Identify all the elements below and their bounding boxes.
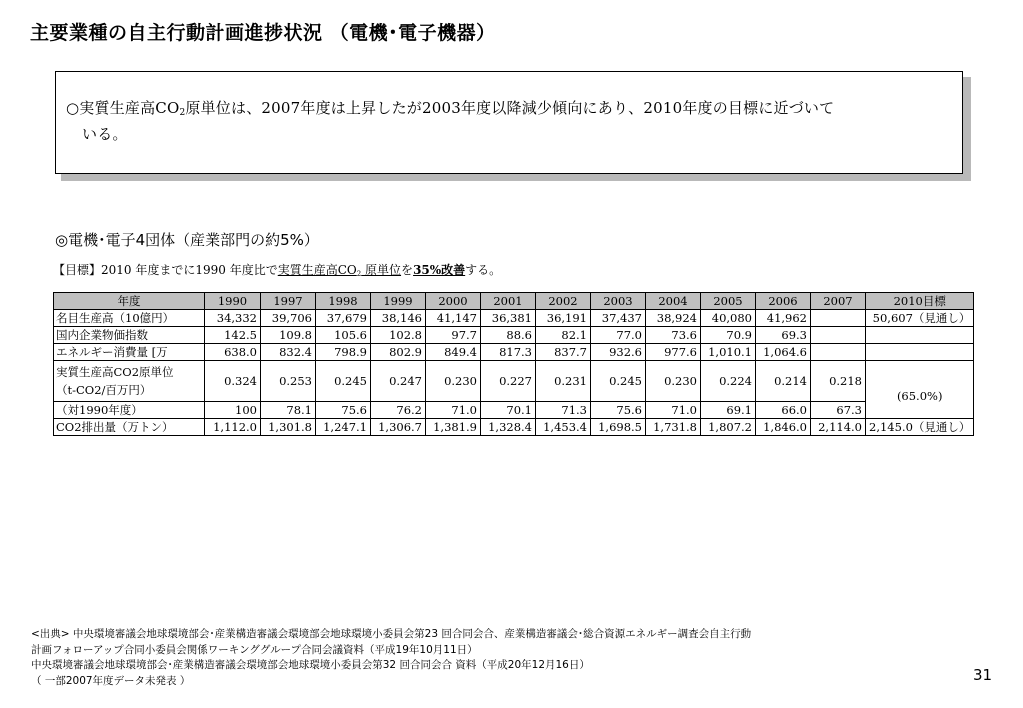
table-row (54, 310, 974, 327)
summary-box (55, 71, 963, 174)
header-cell: 2002 (536, 293, 591, 310)
table-cell: 75.6 (591, 402, 646, 419)
table-row (54, 402, 974, 419)
target-prefix: 【目標】2010 年度までに1990 年度比で (53, 263, 278, 277)
table-cell: 38,146 (371, 310, 426, 327)
table-cell: 39,706 (261, 310, 316, 327)
row-label: エネルギー消費量 [万 (54, 344, 205, 361)
table-cell: 100 (205, 402, 261, 419)
table-cell: 849.4 (426, 344, 481, 361)
summary-subscript: 2 (179, 108, 186, 118)
table-cell: 977.6 (646, 344, 701, 361)
source-line: 計画フォローアップ合同小委員会関係ワーキンググループ合同会議資料（平成19年10月11日） (31, 643, 478, 656)
table-cell: 0.227 (481, 361, 536, 402)
table-cell: 0.253 (261, 361, 316, 402)
header-cell: 2000 (426, 293, 481, 310)
header-cell: 2006 (756, 293, 811, 310)
target-cell: (65.0%) (866, 361, 974, 419)
table-cell: 1,328.4 (481, 419, 536, 436)
summary-text-line2: いる。 (82, 125, 128, 143)
row-label-line2: （t-CO2/百万円） (56, 383, 152, 397)
target-statement (53, 261, 501, 278)
table-cell: 1,301.8 (261, 419, 316, 436)
table-cell: 102.8 (371, 327, 426, 344)
table-cell: 0.231 (536, 361, 591, 402)
source-note (31, 627, 751, 689)
source-line: （ 一部2007年度データ未発表 ） (31, 674, 191, 687)
table-cell: 1,247.1 (316, 419, 371, 436)
table-cell: 78.1 (261, 402, 316, 419)
table-cell: 1,698.5 (591, 419, 646, 436)
target-improvement: 35%改善 (413, 263, 466, 277)
table-cell: 0.218 (811, 361, 866, 402)
target-cell (866, 327, 974, 344)
table-cell: 1,381.9 (426, 419, 481, 436)
target-mid: を (401, 263, 414, 277)
table-cell: 1,807.2 (701, 419, 756, 436)
table-cell: 1,731.8 (646, 419, 701, 436)
table-cell: 817.3 (481, 344, 536, 361)
page-title: 主要業種の自主行動計画進捗状況 （電機･電子機器） (30, 22, 496, 44)
table-cell: 0.230 (646, 361, 701, 402)
table-cell: 837.7 (536, 344, 591, 361)
table-cell: 932.6 (591, 344, 646, 361)
table-header-row (54, 293, 974, 310)
target-cell: 50,607（見通し） (866, 310, 974, 327)
table-cell: 37,679 (316, 310, 371, 327)
progress-table (53, 292, 974, 436)
row-label (54, 361, 205, 402)
table-cell: 0.247 (371, 361, 426, 402)
header-cell: 2005 (701, 293, 756, 310)
header-cell: 2007 (811, 293, 866, 310)
table-row (54, 327, 974, 344)
table-cell: 802.9 (371, 344, 426, 361)
table-cell: 2,114.0 (811, 419, 866, 436)
table-cell: 0.214 (756, 361, 811, 402)
summary-text-start: ○実質生産高CO (66, 99, 180, 117)
table-cell: 0.245 (316, 361, 371, 402)
page-number: 31 (973, 666, 993, 684)
table-cell (811, 344, 866, 361)
header-cell: 2003 (591, 293, 646, 310)
source-line: <出典> 中央環境審議会地球環境部会･産業構造審議会環境部会地球環境小委員会第23 回合同会合、産業構造審議会･総合資源エネルギー調査会自主行動 (31, 628, 752, 640)
table-cell: 77.0 (591, 327, 646, 344)
table-cell: 0.245 (591, 361, 646, 402)
table-cell: 71.0 (426, 402, 481, 419)
table-cell: 1,453.4 (536, 419, 591, 436)
table-cell: 73.6 (646, 327, 701, 344)
table-cell: 71.3 (536, 402, 591, 419)
table-row (54, 361, 974, 402)
table-cell: 69.3 (756, 327, 811, 344)
table-cell: 38,924 (646, 310, 701, 327)
table-cell: 71.0 (646, 402, 701, 419)
table-cell: 88.6 (481, 327, 536, 344)
header-cell: 1999 (371, 293, 426, 310)
table-cell: 832.4 (261, 344, 316, 361)
table-cell: 798.9 (316, 344, 371, 361)
table-cell: 0.224 (701, 361, 756, 402)
header-cell: 2010目標 (866, 293, 974, 310)
summary-text (66, 98, 946, 145)
table-cell: 97.7 (426, 327, 481, 344)
table-cell: 40,080 (701, 310, 756, 327)
row-label: 名目生産高（10億円） (54, 310, 205, 327)
table-cell: 1,112.0 (205, 419, 261, 436)
header-cell: 2001 (481, 293, 536, 310)
table-cell: 638.0 (205, 344, 261, 361)
target-metric-sub: 2 (356, 270, 362, 278)
section-heading: ◎電機･電子4団体（産業部門の約5%） (55, 231, 319, 249)
table-cell: 34,332 (205, 310, 261, 327)
table-cell: 37,437 (591, 310, 646, 327)
header-cell: 1998 (316, 293, 371, 310)
row-label: CO2排出量（万トン） (54, 419, 205, 436)
table-cell: 69.1 (701, 402, 756, 419)
table-cell: 1,010.1 (701, 344, 756, 361)
table-cell: 1,846.0 (756, 419, 811, 436)
row-label: 国内企業物価指数 (54, 327, 205, 344)
table-cell: 105.6 (316, 327, 371, 344)
table-cell: 70.1 (481, 402, 536, 419)
table-cell: 0.324 (205, 361, 261, 402)
table-cell: 41,962 (756, 310, 811, 327)
table-cell: 82.1 (536, 327, 591, 344)
header-cell: 1997 (261, 293, 316, 310)
table-row (54, 344, 974, 361)
target-cell: 2,145.0（見通し） (866, 419, 974, 436)
target-metric-post: 原単位 (361, 263, 402, 277)
table-cell: 76.2 (371, 402, 426, 419)
table-cell: 66.0 (756, 402, 811, 419)
table-cell: 75.6 (316, 402, 371, 419)
table-cell: 0.230 (426, 361, 481, 402)
table-cell: 36,191 (536, 310, 591, 327)
table-cell: 67.3 (811, 402, 866, 419)
row-label: （対1990年度） (54, 402, 205, 419)
header-cell: 2004 (646, 293, 701, 310)
table-cell: 109.8 (261, 327, 316, 344)
summary-text-rest: 原単位は、2007年度は上昇したが2003年度以降減少傾向にあり、2010年度の目標に近づいて (185, 99, 835, 117)
table-cell: 36,381 (481, 310, 536, 327)
row-label-line1: 実質生産高CO2原単位 (56, 365, 174, 379)
table-cell: 70.9 (701, 327, 756, 344)
table-cell: 1,064.6 (756, 344, 811, 361)
target-metric-pre: 実質生産高CO (277, 263, 357, 277)
target-metric (278, 263, 401, 277)
table-row (54, 419, 974, 436)
table-cell: 1,306.7 (371, 419, 426, 436)
header-cell: 年度 (54, 293, 205, 310)
source-line: 中央環境審議会地球環境部会･産業構造審議会環境部会地球環境小委員会第32 回合同会合 資料（平成20年12月16日） (31, 659, 590, 671)
header-cell: 1990 (205, 293, 261, 310)
table-cell (811, 310, 866, 327)
table-cell: 41,147 (426, 310, 481, 327)
table-cell (811, 327, 866, 344)
target-cell (866, 344, 974, 361)
target-suffix: する。 (465, 263, 502, 277)
table-cell: 142.5 (205, 327, 261, 344)
